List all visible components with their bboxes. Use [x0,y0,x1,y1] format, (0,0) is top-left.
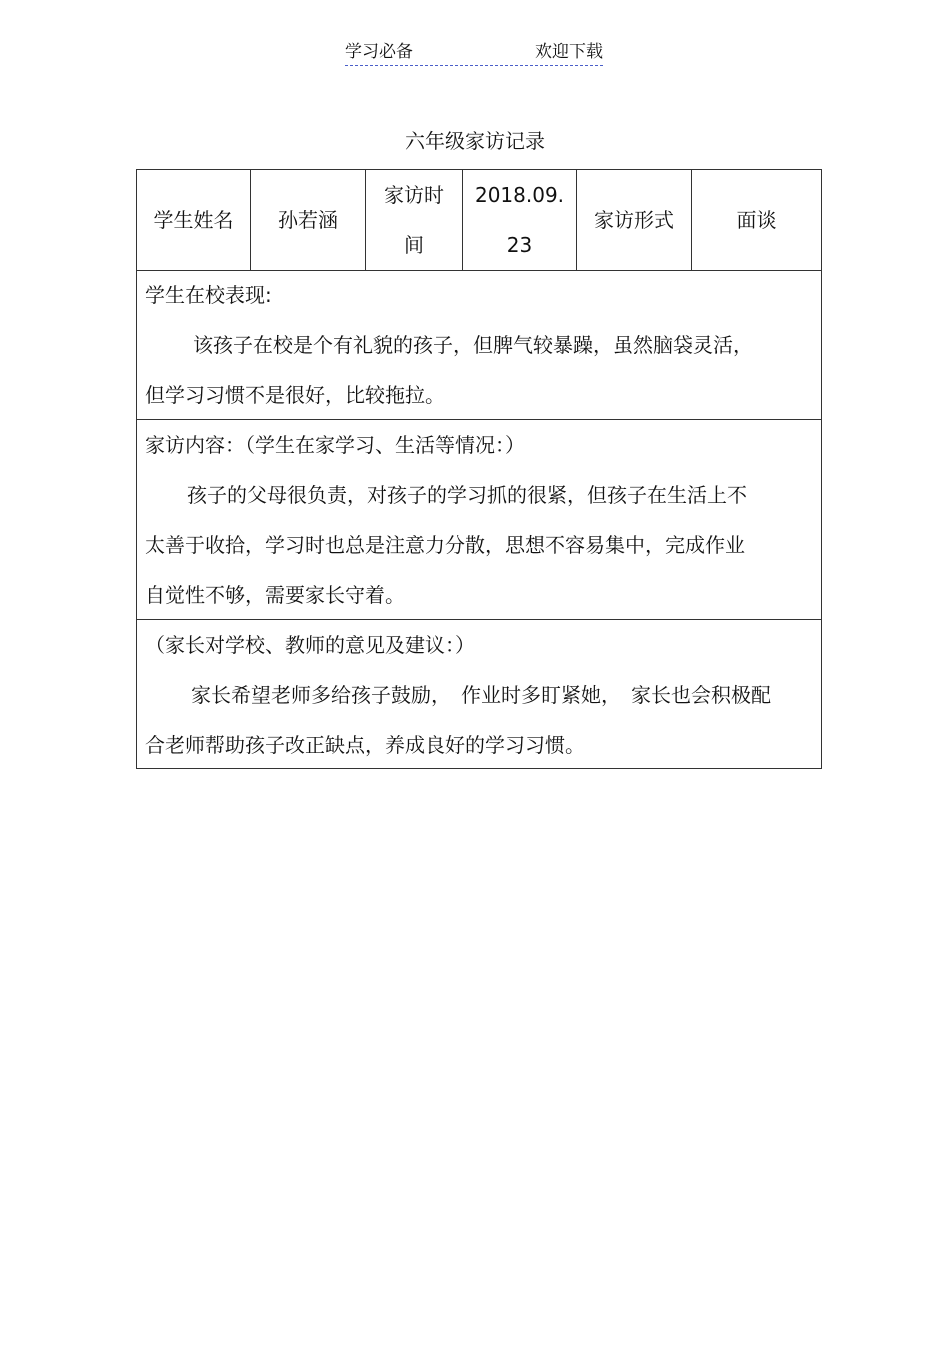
visit-form-label: 家访形式 [577,170,692,270]
visit-form-value: 面谈 [736,208,777,232]
visit-time-label-line-2: 间 [404,233,424,257]
header-left-text: 学习必备 [345,42,413,62]
visit-time-value-line-2: 23 [506,233,533,257]
school-performance-line-1: 该孩子在校是个有礼貌的孩子，但脾气较暴躁，虽然脑袋灵活， [193,333,753,357]
parent-advice-line-1: 家长希望老师多给孩子鼓励， 作业时多盯紧她， 家长也会积极配 [191,683,771,707]
parent-advice-line-2: 合老师帮助孩子改正缺点，养成良好的学习习惯。 [145,733,585,757]
header-right-text: 欢迎下载 [535,42,603,62]
parent-advice-section [137,620,821,768]
visit-content-heading: 家访内容：（学生在家学习、生活等情况：） [145,433,525,457]
info-row [137,170,821,271]
school-performance-section [137,270,821,420]
visit-content-line-2: 太善于收拾，学习时也总是注意力分散，思想不容易集中，完成作业 [145,533,745,557]
visit-content-line-1: 孩子的父母很负责，对孩子的学习抓的很紧，但孩子在生活上不 [187,483,747,507]
student-name-value: 孙若涵 [251,170,366,270]
school-performance-heading: 学生在校表现: [145,283,272,307]
school-performance-line-2: 但学习习惯不是很好，比较拖拉。 [145,383,445,407]
student-name-label: 学生姓名 [137,170,251,270]
visit-time-label [366,170,463,270]
document-title: 六年级家访记录 [405,129,545,153]
visit-content-section [137,420,821,620]
visit-content-line-3: 自觉性不够，需要家长守着。 [145,583,405,607]
page-header [345,40,603,66]
visit-time-label-line-1: 家访时 [384,183,444,207]
visit-time-value-line-1: 2018.09. [474,183,565,207]
visit-time-value [463,170,577,270]
parent-advice-heading: （家长对学校、教师的意见及建议：） [145,633,475,657]
home-visit-record-table [136,169,822,769]
